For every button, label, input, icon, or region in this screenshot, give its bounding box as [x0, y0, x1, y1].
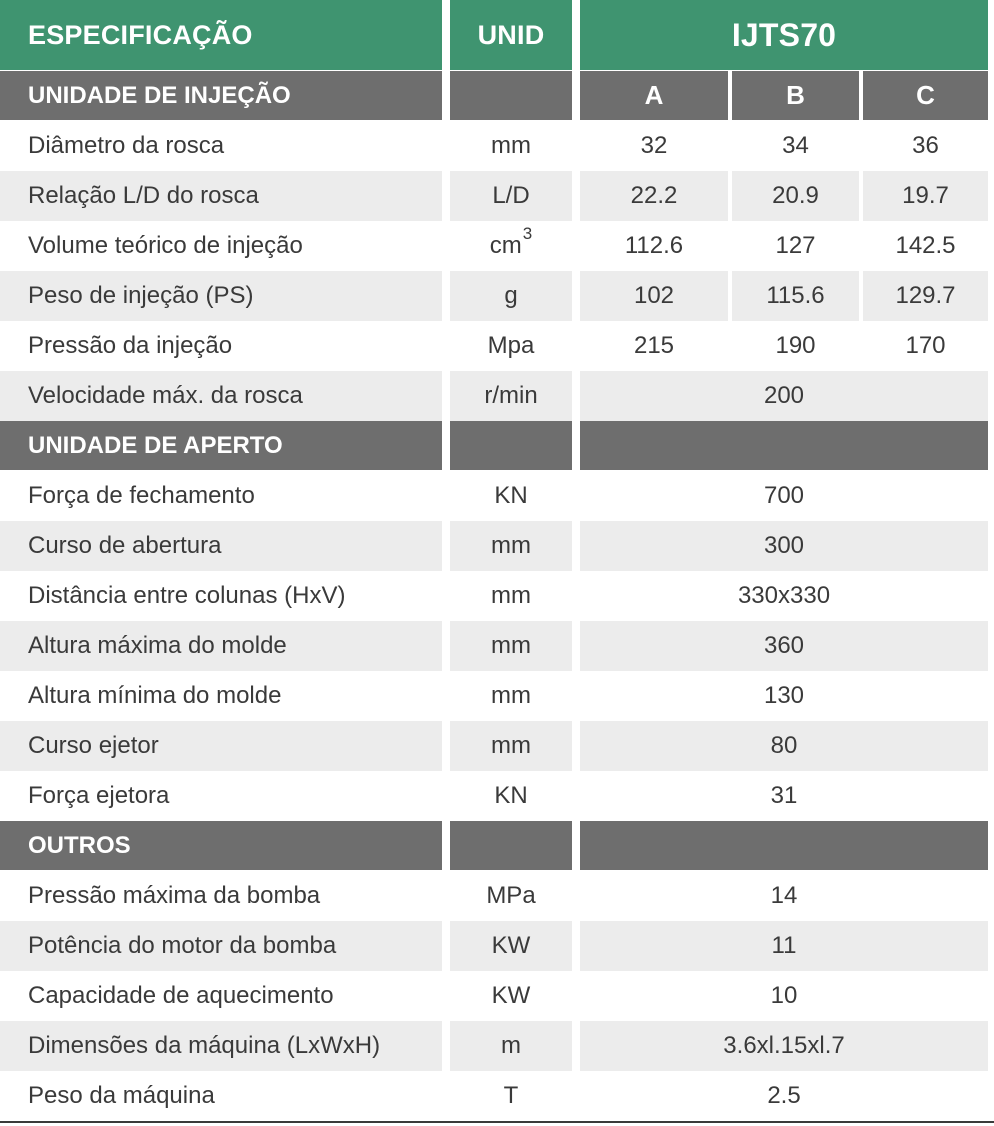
- spec-row-unit-cell: [450, 321, 572, 371]
- spec-row-label: Curso ejetor: [28, 732, 159, 759]
- variant-column-label: B: [786, 80, 805, 110]
- spec-row-label: Dimensões da máquina (LxWxH): [28, 1032, 381, 1059]
- spec-row-label: Relação L/D do rosca: [28, 182, 259, 209]
- spec-row-unit: mm: [491, 632, 531, 659]
- spec-row-value: 22.2: [630, 182, 678, 209]
- spec-row-label-cell: [0, 521, 442, 571]
- spec-row-value: 112.6: [624, 232, 684, 259]
- spec-row-value: 11: [771, 932, 797, 959]
- spec-row-label-cell: [0, 621, 442, 671]
- spec-row-unit: mm: [491, 682, 531, 709]
- spec-row-value-cell: [580, 871, 988, 921]
- spec-row-label-cell: [0, 771, 442, 821]
- spec-row-unit-cell: [450, 871, 572, 921]
- spec-row-label-cell: [0, 1021, 442, 1071]
- spec-row-unit: KN: [494, 782, 528, 809]
- bottom-rule: [0, 1121, 994, 1123]
- spec-row-value: 127: [775, 232, 816, 259]
- spec-row-unit-cell: [450, 671, 572, 721]
- header-spec-cell: [0, 0, 442, 70]
- spec-row-value-cell: [863, 221, 988, 271]
- variant-column-label: C: [916, 80, 935, 110]
- spec-row-label-cell: [0, 371, 442, 421]
- spec-row-unit: Mpa: [487, 332, 535, 359]
- spec-row-unit-cell: [450, 371, 572, 421]
- header-unit-label: UNID: [477, 19, 545, 50]
- spec-row-value-cell: [580, 771, 988, 821]
- spec-row-unit: T: [503, 1082, 519, 1109]
- spec-row-unit: KW: [491, 982, 531, 1009]
- spec-row-value: 32: [640, 132, 668, 159]
- variant-column-header: [580, 71, 728, 120]
- spec-row-value: 3.6xl.15xl.7: [723, 1032, 845, 1059]
- spec-row-label: Potência do motor da bomba: [28, 932, 337, 959]
- spec-row-value: 300: [763, 532, 805, 559]
- spec-row-value: 130: [763, 682, 805, 709]
- spec-row-unit-cell: [450, 121, 572, 171]
- spec-row-label-cell: [0, 471, 442, 521]
- spec-row-value: 360: [763, 632, 805, 659]
- spec-row-label-cell: [0, 221, 442, 271]
- spec-row-value-cell: [580, 721, 988, 771]
- spec-row-value: 170: [905, 332, 946, 359]
- spec-row-label: Força de fechamento: [28, 482, 255, 509]
- spec-row-value: 14: [770, 882, 798, 909]
- spec-row-label-cell: [0, 971, 442, 1021]
- spec-row-value-cell: [580, 221, 728, 271]
- header-spec-label: ESPECIFICAÇÃO: [28, 19, 253, 50]
- spec-row-value-cell: [580, 571, 988, 621]
- spec-row-unit-cell: [450, 171, 572, 221]
- variant-column-header: [863, 71, 988, 120]
- variant-column-label: A: [644, 80, 664, 110]
- spec-row-unit-cell: [450, 771, 572, 821]
- spec-row-unit-cell: [450, 721, 572, 771]
- spec-row-label-cell: [0, 121, 442, 171]
- spec-row-label-cell: [0, 571, 442, 621]
- spec-row-value-cell: [732, 121, 859, 171]
- spec-row-label: Diâmetro da rosca: [28, 132, 225, 159]
- spec-row-value-cell: [732, 271, 859, 321]
- spec-row-value-cell: [580, 521, 988, 571]
- spec-row-label: Peso da máquina: [28, 1082, 215, 1109]
- section-title-cell: [0, 421, 442, 470]
- spec-row-value-cell: [863, 321, 988, 371]
- spec-row-unit: L/D: [492, 182, 530, 209]
- section-title: OUTROS: [28, 831, 131, 859]
- spec-row-unit-cell: [450, 621, 572, 671]
- spec-row-value-cell: [580, 621, 988, 671]
- spec-row-unit-cell: [450, 471, 572, 521]
- spec-row-value: 34: [782, 132, 809, 159]
- spec-row-label-cell: [0, 321, 442, 371]
- spec-row-value-cell: [580, 371, 988, 421]
- spec-row-unit-superscript: 3: [522, 224, 533, 243]
- spec-row-label-cell: [0, 871, 442, 921]
- spec-row-label: Curso de abertura: [28, 532, 222, 559]
- spec-row-unit-cell: [450, 571, 572, 621]
- spec-row-label: Velocidade máx. da rosca: [28, 382, 303, 409]
- header-model-label: IJTS70: [731, 16, 837, 53]
- spec-row-value-cell: [580, 1021, 988, 1071]
- spec-row-value-cell: [863, 171, 988, 221]
- spec-row-label-cell: [0, 271, 442, 321]
- spec-row-value-cell: [580, 121, 728, 171]
- spec-row-label: Pressão máxima da bomba: [28, 882, 321, 909]
- spec-row-label-cell: [0, 1071, 442, 1121]
- variant-column-header: [732, 71, 859, 120]
- spec-row-label: Altura mínima do molde: [28, 682, 282, 709]
- spec-row-label-cell: [0, 171, 442, 221]
- spec-row-unit-cell: [450, 1071, 572, 1121]
- spec-row-value-cell: [732, 171, 859, 221]
- spec-row-value: 215: [633, 332, 675, 359]
- spec-row-unit: mm: [491, 532, 531, 559]
- spec-row-value-cell: [580, 321, 728, 371]
- section-value-cell: [580, 821, 988, 870]
- spec-row-unit: mm: [491, 732, 531, 759]
- spec-row-value-cell: [580, 471, 988, 521]
- spec-row-label-cell: [0, 721, 442, 771]
- spec-row-value: 330x330: [737, 582, 831, 609]
- spec-row-value: 31: [770, 782, 798, 809]
- spec-row-label-cell: [0, 921, 442, 971]
- spec-row-unit-cell: [450, 1021, 572, 1071]
- spec-row-unit: KN: [494, 482, 528, 509]
- spec-row-value: 20.9: [772, 182, 819, 209]
- section-title: UNIDADE DE APERTO: [28, 431, 283, 459]
- spec-row-label: Peso de injeção (PS): [28, 282, 254, 309]
- spec-row-unit-cell: [450, 971, 572, 1021]
- spec-row-value: 19.7: [902, 182, 949, 209]
- section-unit-cell: [450, 421, 572, 470]
- spec-row-value-cell: [863, 271, 988, 321]
- spec-row-unit: mm: [491, 582, 531, 609]
- section-title: UNIDADE DE INJEÇÃO: [28, 81, 291, 109]
- spec-row-unit: g: [504, 282, 518, 309]
- section-value-cell: [580, 421, 988, 470]
- spec-row-value-cell: [580, 921, 988, 971]
- spec-row-unit: r/min: [484, 382, 538, 409]
- section-unit-cell: [450, 71, 572, 120]
- spec-row-value: 80: [770, 732, 798, 759]
- spec-row-value-cell: [580, 671, 988, 721]
- spec-row-label: Força ejetora: [28, 782, 170, 809]
- spec-row-value: 2.5: [767, 1082, 801, 1109]
- header-unit-cell: [450, 0, 572, 70]
- spec-row-label: Pressão da injeção: [28, 332, 233, 359]
- spec-row-value-cell: [732, 321, 859, 371]
- section-title-cell: [0, 71, 442, 120]
- spec-row-value-cell: [863, 121, 988, 171]
- section-unit-cell: [450, 821, 572, 870]
- spec-row-unit-cell: [450, 521, 572, 571]
- section-title-cell: [0, 821, 442, 870]
- spec-row-value: 10: [770, 982, 798, 1009]
- spec-row-unit-cell: [450, 921, 572, 971]
- spec-row-value: 700: [763, 482, 805, 509]
- spec-row-value-cell: [580, 271, 728, 321]
- spec-row-label: Capacidade de aquecimento: [28, 982, 334, 1009]
- spec-row-unit-cell: [450, 221, 572, 271]
- spec-row-value-cell: [580, 1071, 988, 1121]
- spec-row-value-cell: [732, 221, 859, 271]
- spec-row-value: 115.6: [766, 282, 825, 309]
- spec-row-value-cell: [580, 171, 728, 221]
- spec-row-value: 129.7: [895, 282, 956, 309]
- spec-row-value: 36: [912, 132, 939, 159]
- spec-row-label: Volume teórico de injeção: [28, 232, 303, 259]
- spec-row-unit-cell: [450, 271, 572, 321]
- spec-row-unit: MPa: [486, 882, 536, 909]
- spec-row-value: 200: [763, 382, 805, 409]
- spec-row-unit: mm: [491, 132, 531, 159]
- spec-row-value: 190: [775, 332, 816, 359]
- spec-row-unit: KW: [491, 932, 531, 959]
- spec-row-value: 102: [633, 282, 675, 309]
- spec-row-value-cell: [580, 971, 988, 1021]
- spec-row-value: 142.5: [895, 232, 956, 259]
- spec-row-unit: cm: [489, 232, 522, 259]
- header-model-cell: [580, 0, 988, 70]
- spec-row-label-cell: [0, 671, 442, 721]
- spec-row-label: Distância entre colunas (HxV): [28, 582, 346, 609]
- spec-row-unit: m: [501, 1032, 521, 1059]
- spec-row-label: Altura máxima do molde: [28, 632, 287, 659]
